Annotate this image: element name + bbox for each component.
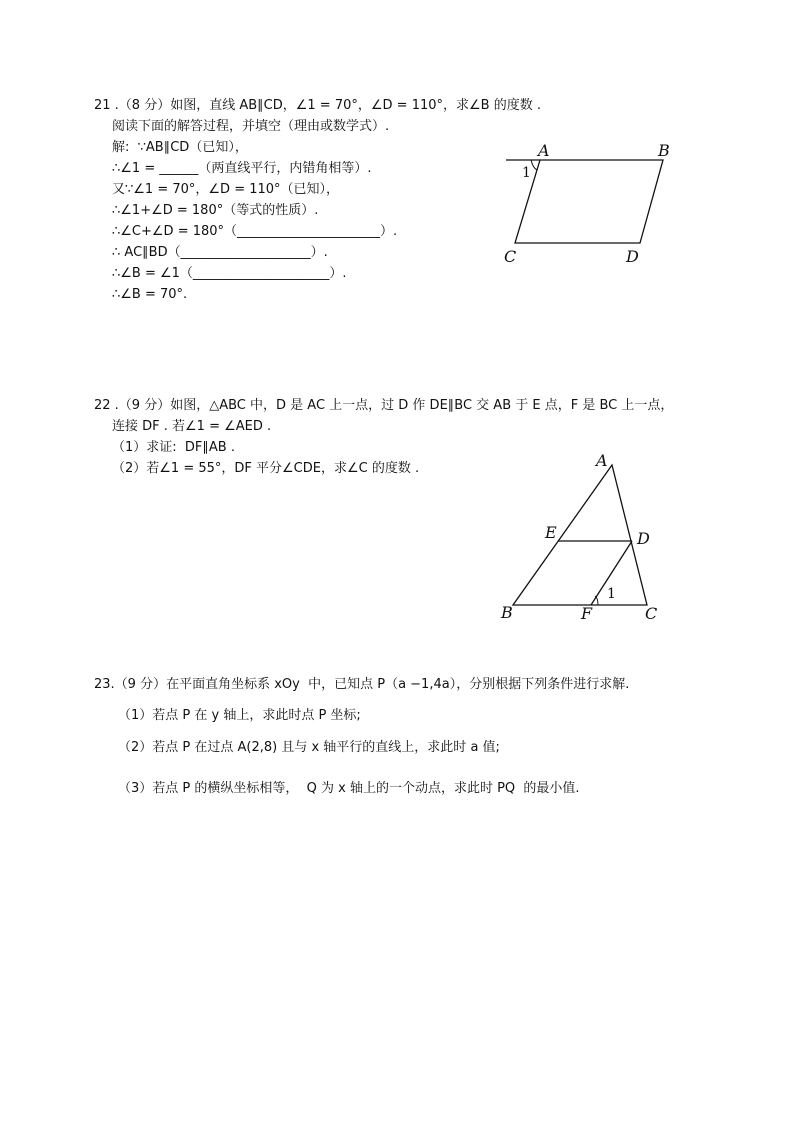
q22-triangle-figure [495,450,670,630]
q22-label-angle-1: 1 [607,586,616,602]
q22-line-2: 连接 DF . 若∠1 = ∠AED . [112,419,272,434]
q22-line-4: （2）若∠1 = 55°，DF 平分∠CDE，求∠C 的度数 . [112,461,420,476]
q22-line-3: （1）求证: DF∥AB . [112,440,235,455]
q21-angle-1-arc [531,160,537,170]
q21-line-7: ∴∠C+∠D = 180°（______________________）. [112,224,398,239]
q22-label-C: C [645,604,658,623]
q23-part-1: （1）若点 P 在 y 轴上，求此时点 P 坐标; [118,708,361,723]
q21-line-6: ∴∠1+∠D = 180°（等式的性质）. [112,203,319,218]
q21-label-D: D [626,247,639,266]
q21-line-4: ∴∠1 = ______（两直线平行，内错角相等）. [112,161,372,176]
q23-line-1: 23.（9 分）在平面直角坐标系 xOy 中，已知点 P（a −1,4a），分别根据下列条件进行求解. [94,677,630,692]
q22-label-E: E [545,523,557,542]
q22-label-D: D [637,529,650,548]
q22-label-F: F [581,604,593,623]
q21-parallelogram [515,160,663,243]
q22-line-1: 22 .（9 分）如图，△ABC 中，D 是 AC 上一点，过 D 作 DE∥BC 交 AB 于 E 点，F 是 BC 上一点， [94,398,674,413]
q23-part-3: （3）若点 P 的横纵坐标相等， Q 为 x 轴上的一个动点，求此时 PQ 的最小值. [118,781,580,796]
q21-line-9: ∴∠B = ∠1（_____________________）. [112,266,347,281]
q21-label-angle-1: 1 [522,165,531,181]
q21-label-A: A [538,141,550,160]
q21-label-B: B [658,141,670,160]
q22-label-B: B [501,603,513,622]
q21-line-5: 又∵∠1 = 70°，∠D = 110°（已知）， [112,182,340,197]
q21-label-C: C [504,247,517,266]
q21-line-1: 21 .（8 分）如图，直线 AB∥CD，∠1 = 70°，∠D = 110°，求∠B 的度数 . [94,98,541,113]
q21-line-10: ∴∠B = 70°. [112,287,188,302]
q21-line-2: 阅读下面的解答过程，并填空（理由或数学式）. [112,119,390,134]
q22-triangle-ABC [513,465,647,605]
q23-part-2: （2）若点 P 在过点 A(2,8) 且与 x 轴平行的直线上，求此时 a 值; [118,740,500,755]
q21-line-8: ∴ AC∥BD（____________________）. [112,245,328,260]
q21-parallelogram-figure [500,140,690,270]
q21-line-3: 解: ∵AB∥CD（已知）， [112,140,248,155]
q22-label-A: A [596,451,608,470]
